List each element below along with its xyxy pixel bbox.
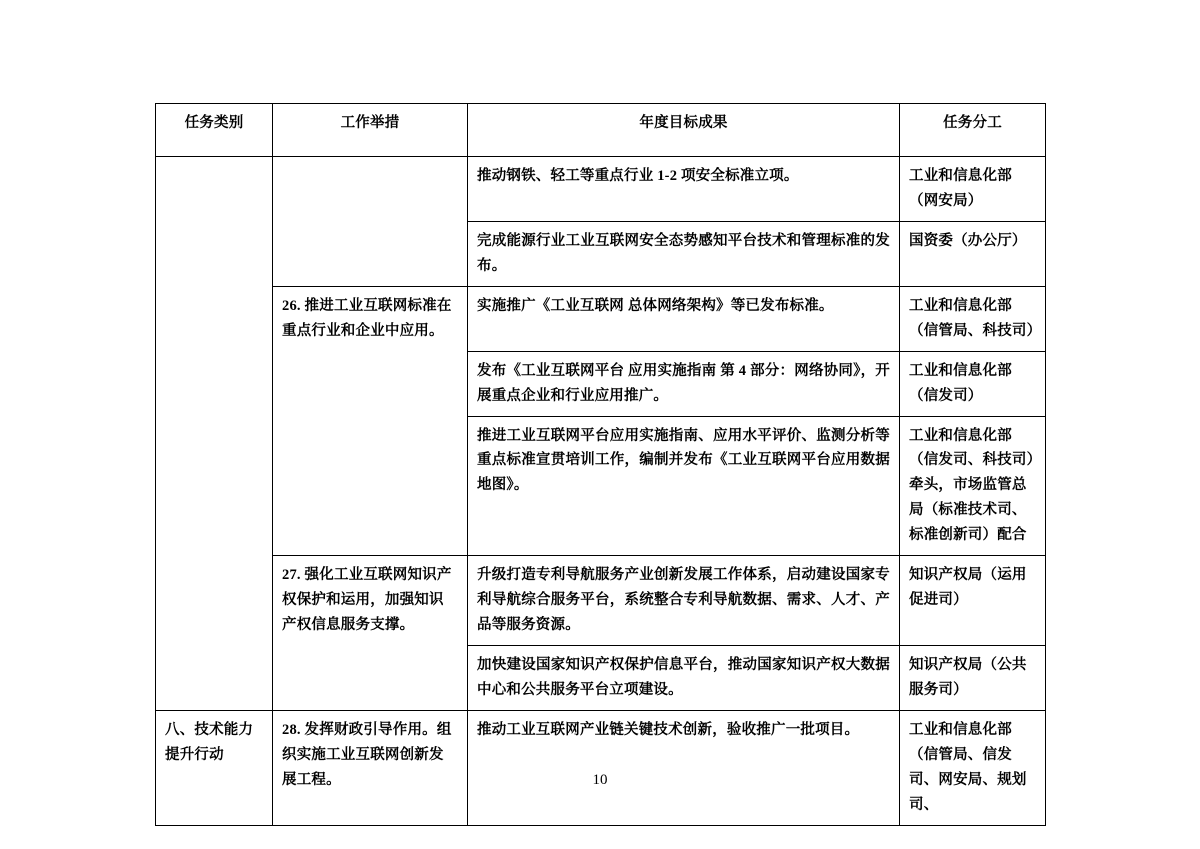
cell-measure-empty: [273, 157, 468, 287]
cell-goal: 加快建设国家知识产权保护信息平台，推动国家知识产权大数据中心和公共服务平台立项建设。: [468, 646, 900, 711]
cell-goal: 推动工业互联网产业链关键技术创新，验收推广一批项目。: [468, 710, 900, 825]
table-body: [156, 157, 1046, 826]
header-goal: 年度目标成果: [468, 104, 900, 157]
cell-division: 知识产权局（公共服务司）: [900, 646, 1046, 711]
cell-measure: 27. 强化工业互联网知识产权保护和运用，加强知识产权信息服务支撑。: [273, 556, 468, 711]
cell-goal: 发布《工业互联网平台 应用实施指南 第 4 部分：网络协同》，开展重点企业和行业应用推广。: [468, 351, 900, 416]
cell-goal: 升级打造专利导航服务产业创新发展工作体系，启动建设国家专利导航综合服务平台，系统整合专利导航数据、需求、人才、产品等服务资源。: [468, 556, 900, 646]
cell-division: 知识产权局（运用促进司）: [900, 556, 1046, 646]
table-container: [155, 103, 1045, 826]
cell-goal: 推动钢铁、轻工等重点行业 1-2 项安全标准立项。: [468, 157, 900, 222]
table-row: [156, 710, 1046, 825]
table-header-row: [156, 104, 1046, 157]
table-row: [156, 286, 1046, 351]
cell-category-empty: [156, 157, 273, 711]
cell-measure: 28. 发挥财政引导作用。组织实施工业互联网创新发展工程。: [273, 710, 468, 825]
table-row: [156, 556, 1046, 646]
cell-division: 工业和信息化部（信管局、信发司、网安局、规划司、: [900, 710, 1046, 825]
cell-division: 工业和信息化部（信管局、科技司）: [900, 286, 1046, 351]
cell-goal: 实施推广《工业互联网 总体网络架构》等已发布标准。: [468, 286, 900, 351]
cell-goal: 推进工业互联网平台应用实施指南、应用水平评价、监测分析等重点标准宣贯培训工作，编制并发布《工业互联网平台应用数据地图》。: [468, 416, 900, 556]
cell-goal: 完成能源行业工业互联网安全态势感知平台技术和管理标准的发布。: [468, 221, 900, 286]
header-category: 任务类别: [156, 104, 273, 157]
table-row: [156, 157, 1046, 222]
cell-division: 工业和信息化部（信发司、科技司）牵头，市场监管总局（标准技术司、标准创新司）配合: [900, 416, 1046, 556]
cell-division: 工业和信息化部（信发司）: [900, 351, 1046, 416]
table-header: [156, 104, 1046, 157]
cell-division: 国资委（办公厅）: [900, 221, 1046, 286]
cell-category: 八、技术能力提升行动: [156, 710, 273, 825]
header-division: 任务分工: [900, 104, 1046, 157]
header-measure: 工作举措: [273, 104, 468, 157]
page-number: 10: [592, 772, 608, 788]
cell-measure: 26. 推进工业互联网标准在重点行业和企业中应用。: [273, 286, 468, 555]
task-table: [155, 103, 1046, 826]
cell-division: 工业和信息化部（网安局）: [900, 157, 1046, 222]
